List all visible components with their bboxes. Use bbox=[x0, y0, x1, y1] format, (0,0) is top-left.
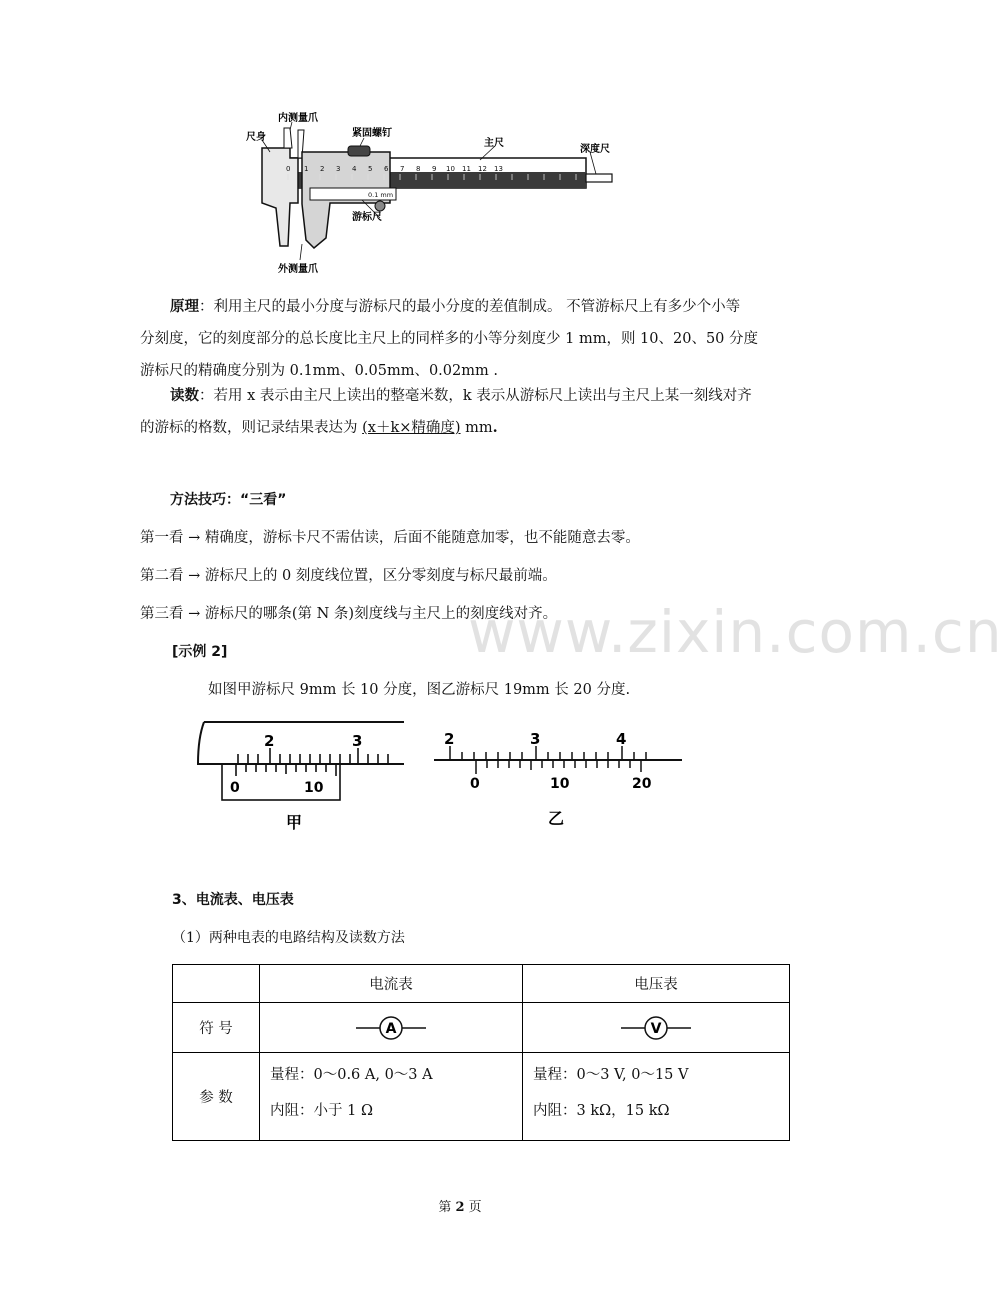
ammeter-symbol-cell bbox=[260, 1003, 523, 1053]
ammeter-params-cell bbox=[260, 1053, 523, 1141]
reading-unit: mm bbox=[465, 420, 493, 436]
page-footer: 第 2 页 bbox=[438, 1200, 482, 1215]
fig-b-vernier-label: 20 bbox=[632, 776, 652, 792]
caliper-figure bbox=[240, 108, 620, 278]
fig-b-vernier-label: 0 bbox=[470, 776, 480, 792]
main-tick-label: 12 bbox=[478, 165, 487, 173]
table-header-row bbox=[173, 965, 790, 1003]
label-inner-jaw: 内测量爪 bbox=[278, 113, 318, 124]
principle-paragraph bbox=[140, 291, 790, 387]
label-body: 尺身 bbox=[246, 132, 266, 143]
main-tick-label: 13 bbox=[494, 165, 503, 173]
main-tick-label: 8 bbox=[416, 165, 421, 173]
main-tick-label: 5 bbox=[368, 165, 373, 173]
table-row bbox=[173, 1003, 790, 1053]
vernier-figure-a bbox=[190, 718, 420, 838]
ammeter-icon bbox=[356, 1013, 426, 1043]
principle-label: 原理 bbox=[170, 299, 199, 315]
table-header-cell bbox=[173, 965, 260, 1003]
meters-table bbox=[172, 964, 790, 1141]
vernier-figure-b bbox=[432, 722, 692, 834]
ammeter-resistance: 内阻：小于 1 Ω bbox=[270, 1103, 373, 1119]
main-tick-label: 11 bbox=[462, 165, 471, 173]
label-depth: 深度尺 bbox=[580, 144, 610, 155]
example-title: [示例 2] bbox=[172, 644, 228, 660]
main-tick-label: 0 bbox=[286, 165, 291, 173]
ammeter-range: 量程：0～0.6 A, 0～3 A bbox=[270, 1067, 433, 1083]
fig-a-main-label: 3 bbox=[352, 732, 363, 750]
principle-line-3: 游标尺的精确度分别为 0.1mm、0.05mm、0.02mm . bbox=[140, 363, 498, 379]
table-header-cell: 电流表 bbox=[260, 965, 523, 1003]
ammeter-symbol-letter: A bbox=[385, 1020, 397, 1037]
main-tick-label: 7 bbox=[400, 165, 405, 173]
table-header-cell: 电压表 bbox=[523, 965, 790, 1003]
method-title: 方法技巧：“三看” bbox=[170, 492, 287, 508]
voltmeter-icon bbox=[621, 1013, 691, 1043]
voltmeter-symbol-cell bbox=[523, 1003, 790, 1053]
fig-b-main-label: 4 bbox=[616, 730, 627, 748]
precision-mark: 0.1 mm bbox=[368, 191, 394, 199]
voltmeter-params-cell bbox=[523, 1053, 790, 1141]
label-vernier: 游标尺 bbox=[352, 212, 382, 223]
fig-a-main-label: 2 bbox=[264, 732, 275, 750]
reading-label: 读数 bbox=[170, 388, 199, 404]
main-tick-label: 4 bbox=[352, 165, 357, 173]
main-tick-label: 1 bbox=[304, 165, 309, 173]
principle-line-2: 分刻度，它的刻度部分的总长度比主尺上的同样多的小等分刻度少 1 mm，则 10、20、50 分度 bbox=[140, 331, 759, 347]
reading-paragraph bbox=[140, 380, 790, 444]
voltmeter-resistance: 内阻：3 kΩ，15 kΩ bbox=[533, 1103, 670, 1119]
fig-a-vernier-label: 10 bbox=[304, 780, 324, 796]
fig-a-vernier-label: 0 bbox=[230, 780, 240, 796]
reading-line-2: 的游标的格数，则记录结果表达为 (x＋k×精确度) mm. bbox=[140, 419, 498, 436]
main-tick-label: 2 bbox=[320, 165, 325, 173]
label-screw: 紧固螺钉 bbox=[352, 128, 392, 139]
fig-b-main-label: 2 bbox=[444, 730, 455, 748]
method-item: 第二看 → 游标尺上的 0 刻度线位置，区分零刻度与标尺最前端。 bbox=[140, 568, 557, 584]
label-main-scale: 主尺 bbox=[484, 138, 504, 149]
method-item: 第三看 → 游标尺的哪条(第 N 条)刻度线与主尺上的刻度线对齐。 bbox=[140, 606, 558, 622]
main-tick-label: 6 bbox=[384, 165, 389, 173]
example-text: 如图甲游标尺 9mm 长 10 分度，图乙游标尺 19mm 长 20 分度. bbox=[208, 682, 631, 698]
section3-title: 3、电流表、电压表 bbox=[172, 892, 294, 908]
fig-b-caption: 乙 bbox=[548, 809, 565, 828]
row-label-params: 参 数 bbox=[173, 1053, 260, 1141]
fig-b-main-label: 3 bbox=[530, 730, 541, 748]
main-tick-label: 3 bbox=[336, 165, 341, 173]
fig-a-caption: 甲 bbox=[286, 813, 303, 832]
main-tick-label: 10 bbox=[446, 165, 455, 173]
label-outer-jaw: 外测量爪 bbox=[278, 264, 318, 275]
section3-sub: （1）两种电表的电路结构及读数方法 bbox=[172, 930, 405, 946]
row-label-symbol: 符 号 bbox=[173, 1003, 260, 1053]
fig-b-vernier-label: 10 bbox=[550, 776, 570, 792]
principle-line-1: 原理：利用主尺的最小分度与游标尺的最小分度的差值制成。 不管游标尺上有多少个小等 bbox=[170, 299, 741, 315]
page-number: 2 bbox=[455, 1200, 465, 1215]
watermark: www.zixin.com.cn bbox=[468, 598, 1003, 666]
reading-formula: (x＋k×精确度) bbox=[362, 420, 461, 436]
method-item: 第一看 → 精确度，游标卡尺不需估读，后面不能随意加零，也不能随意去零。 bbox=[140, 530, 640, 546]
voltmeter-symbol-letter: V bbox=[650, 1020, 662, 1037]
reading-line-1: 读数：若用 x 表示由主尺上读出的整毫米数，k 表示从游标尺上读出与主尺上某一刻线对齐 bbox=[170, 388, 752, 404]
table-row bbox=[173, 1053, 790, 1141]
voltmeter-range: 量程：0～3 V, 0～15 V bbox=[533, 1067, 689, 1083]
main-tick-label: 9 bbox=[432, 165, 437, 173]
